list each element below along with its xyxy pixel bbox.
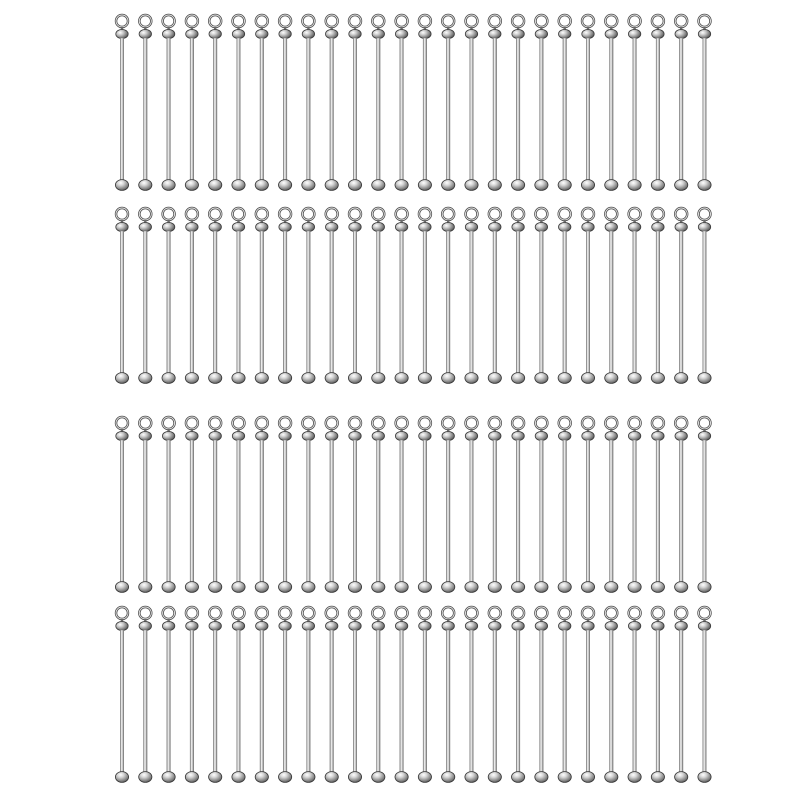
bar-pin bbox=[628, 607, 641, 782]
pin-grid bbox=[115, 15, 711, 782]
bar-pin bbox=[279, 607, 292, 782]
bar-pin bbox=[372, 15, 385, 190]
bar-pin bbox=[302, 607, 315, 782]
bar-pin bbox=[209, 208, 222, 383]
bar-pin bbox=[651, 417, 664, 592]
bar-pin bbox=[232, 15, 245, 190]
bar-pin bbox=[372, 208, 385, 383]
bar-pin bbox=[442, 208, 455, 383]
bar-pin bbox=[348, 417, 361, 592]
bar-pin bbox=[535, 15, 548, 190]
bar-pin bbox=[581, 15, 594, 190]
bar-pin bbox=[535, 208, 548, 383]
bar-pin bbox=[115, 417, 128, 592]
bar-pin bbox=[465, 208, 478, 383]
bar-pin bbox=[442, 607, 455, 782]
bar-pin bbox=[185, 15, 198, 190]
bar-pin bbox=[209, 15, 222, 190]
bar-pin bbox=[279, 208, 292, 383]
bar-pin bbox=[698, 607, 711, 782]
bar-pin bbox=[675, 417, 688, 592]
bar-pin bbox=[605, 607, 618, 782]
bar-pin bbox=[255, 607, 268, 782]
bar-pin bbox=[139, 208, 152, 383]
bar-pin bbox=[651, 607, 664, 782]
bar-pin bbox=[372, 417, 385, 592]
bar-pin bbox=[255, 208, 268, 383]
bar-pin bbox=[139, 417, 152, 592]
pin-row bbox=[115, 208, 711, 383]
bar-pin bbox=[418, 208, 431, 383]
bar-pin bbox=[488, 607, 501, 782]
bar-pin bbox=[605, 15, 618, 190]
bar-pin bbox=[185, 607, 198, 782]
bar-pin bbox=[232, 607, 245, 782]
bar-pin bbox=[302, 417, 315, 592]
bar-pin bbox=[488, 15, 501, 190]
bar-pin bbox=[465, 607, 478, 782]
bar-pin bbox=[162, 417, 175, 592]
bar-pin bbox=[348, 15, 361, 190]
bar-pin bbox=[558, 607, 571, 782]
bar-pin bbox=[698, 208, 711, 383]
bar-pin bbox=[255, 417, 268, 592]
bar-pin bbox=[628, 15, 641, 190]
bar-pin bbox=[162, 607, 175, 782]
bar-pin bbox=[325, 15, 338, 190]
bar-pin bbox=[558, 15, 571, 190]
bar-pin bbox=[605, 417, 618, 592]
bar-pin bbox=[232, 417, 245, 592]
bar-pin bbox=[511, 607, 524, 782]
bar-pin bbox=[395, 208, 408, 383]
bar-pin bbox=[395, 607, 408, 782]
bar-pin bbox=[628, 417, 641, 592]
bar-pin bbox=[115, 607, 128, 782]
bar-pin bbox=[302, 15, 315, 190]
bar-pin bbox=[279, 417, 292, 592]
bar-pin bbox=[651, 208, 664, 383]
bar-pin bbox=[511, 417, 524, 592]
pin-row bbox=[115, 15, 711, 190]
bar-pin bbox=[558, 208, 571, 383]
bar-pin bbox=[675, 15, 688, 190]
bar-pin bbox=[325, 208, 338, 383]
bar-pin bbox=[442, 15, 455, 190]
bar-pin bbox=[139, 15, 152, 190]
bar-pin bbox=[698, 15, 711, 190]
bar-pin bbox=[605, 208, 618, 383]
bar-pin bbox=[279, 15, 292, 190]
bar-pin bbox=[348, 208, 361, 383]
bar-pin bbox=[581, 607, 594, 782]
bar-pin bbox=[465, 417, 478, 592]
bar-pin bbox=[675, 607, 688, 782]
bar-pin bbox=[698, 417, 711, 592]
bar-pin bbox=[255, 15, 268, 190]
bar-pin bbox=[115, 208, 128, 383]
pin-row bbox=[115, 417, 711, 592]
bar-pin bbox=[442, 417, 455, 592]
bar-pin bbox=[209, 417, 222, 592]
bar-pin bbox=[511, 15, 524, 190]
bar-pin bbox=[162, 15, 175, 190]
bar-pin bbox=[115, 15, 128, 190]
pin-row bbox=[115, 607, 711, 782]
bar-pin bbox=[558, 417, 571, 592]
bar-pin bbox=[302, 208, 315, 383]
bar-pin bbox=[465, 15, 478, 190]
bar-pin bbox=[511, 208, 524, 383]
bar-pin bbox=[348, 607, 361, 782]
bar-pin bbox=[535, 607, 548, 782]
bar-pin bbox=[581, 417, 594, 592]
bar-pin bbox=[418, 607, 431, 782]
bar-pin bbox=[651, 15, 664, 190]
bar-pin bbox=[139, 607, 152, 782]
bar-pin bbox=[418, 15, 431, 190]
bar-pin bbox=[395, 15, 408, 190]
bar-pin bbox=[395, 417, 408, 592]
bar-pin bbox=[372, 607, 385, 782]
bar-pin bbox=[325, 417, 338, 592]
bar-pin bbox=[628, 208, 641, 383]
bar-pin bbox=[488, 208, 501, 383]
bar-pin bbox=[581, 208, 594, 383]
bar-pin bbox=[232, 208, 245, 383]
bar-pin bbox=[185, 208, 198, 383]
bar-pin bbox=[535, 417, 548, 592]
bar-pin bbox=[185, 417, 198, 592]
bar-pin bbox=[418, 417, 431, 592]
bar-pin bbox=[675, 208, 688, 383]
bar-pin bbox=[162, 208, 175, 383]
bar-pin bbox=[488, 417, 501, 592]
bar-pin bbox=[325, 607, 338, 782]
bar-pin bbox=[209, 607, 222, 782]
